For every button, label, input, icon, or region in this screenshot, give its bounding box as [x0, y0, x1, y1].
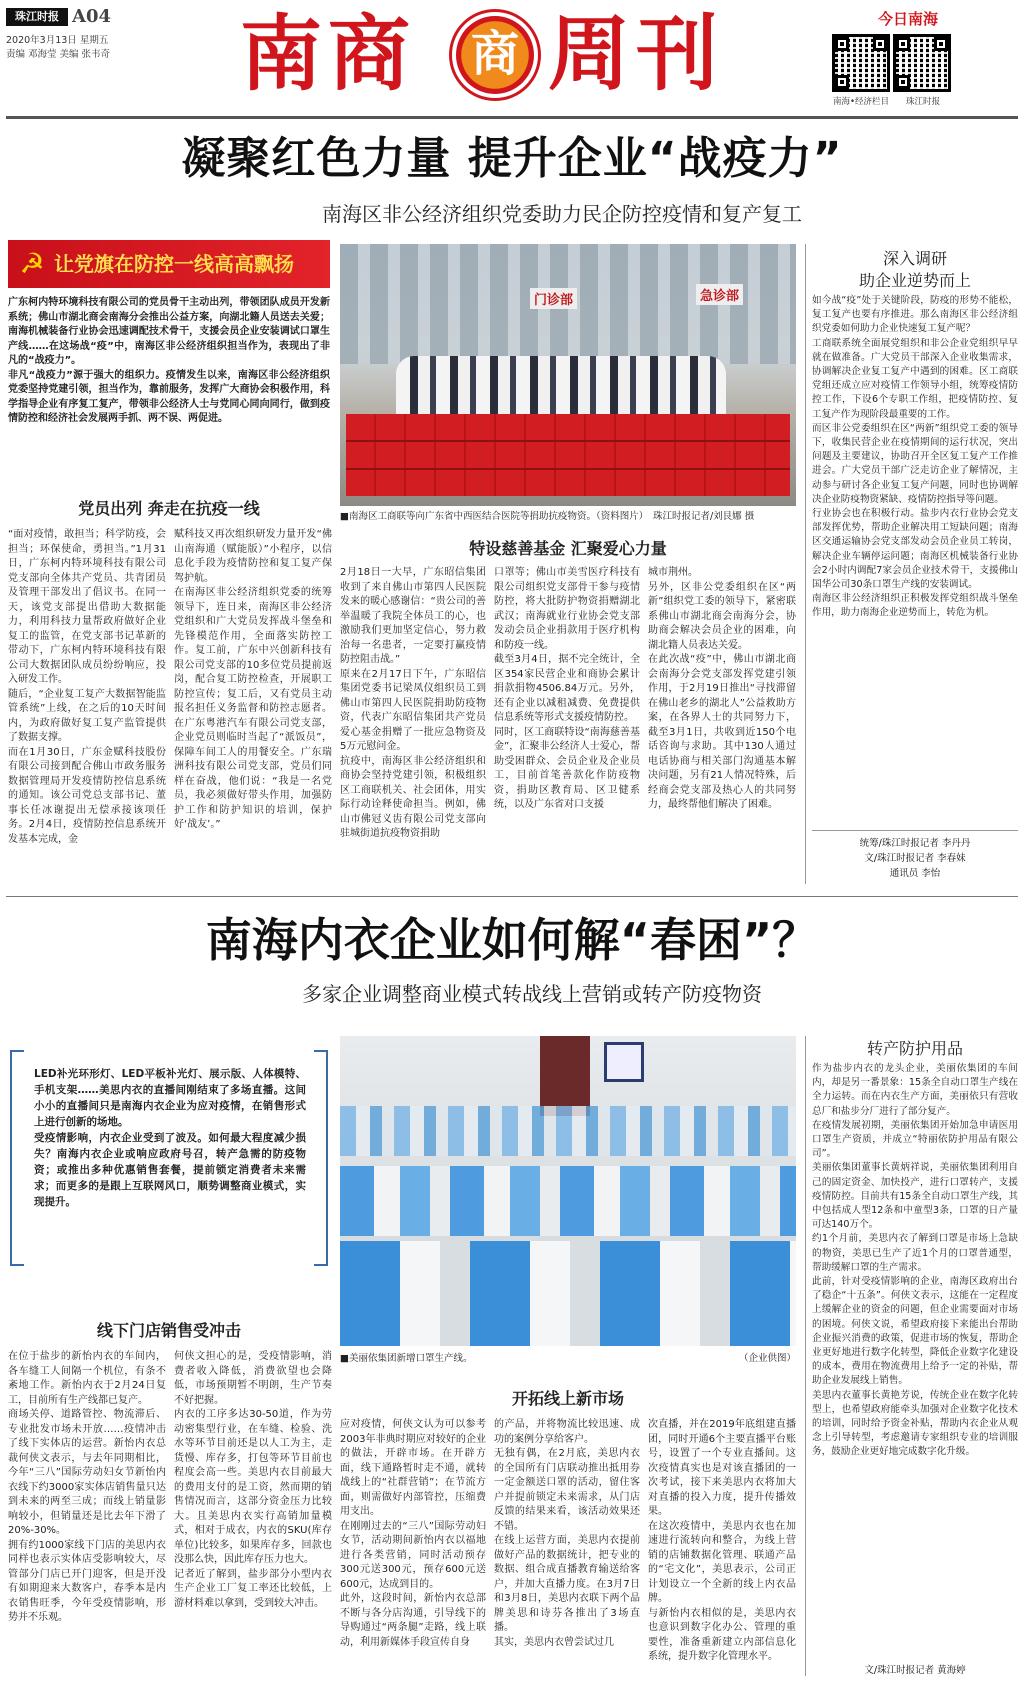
story1-credit-3: 通讯员 李怡	[889, 868, 941, 879]
story1-lead: 广东柯内特环境科技有限公司的党员骨干主动出列，带领团队成员开发新系统；佛山市湖北商会南海分会推出公益方案，向湖北籍人员送去关爱；南海机械装备行业协会迅速调配技术骨干，支援会员企业安装调试口罩生产线……在这场战“疫”中，南海区非公经济组织担当作为，表现出了非凡的“战疫力”。 非凡“战疫力”源于强大的组织力。疫情发生以来，南海区非公经济组织党委坚持党建引领，担当作为，靠前服务，发挥广大商协会积极作用，科学指导企业有序复工复产，带领非公经济人士与党同心同向同行，做到疫情防控和经济社会发展两手抓、两不误、两促进。	[8, 297, 330, 424]
story2-section1-col2: 何侠文担心的是，受疫情影响，消费者收入降低，消费欲望也会降低，市场预期暂不明朗，生产节奏不好把握。 内衣的工序多达30-50道，作为劳动密集型行业，在车缝、检验、洗水等环节目前还是以人工为主，走货慢、库存多，打包等环节目前也程度会高一些。美思内衣目前最大的费用支付的是工资，然而期的销售情况而言，这部分资金压力比较大。且美思内衣实行高销加量模式，相对于成衣，内衣的SKU(库存单位)比较多，如果库存多，回款也没那么快，因此库存压力也大。 记者近了解到，盐步部分小型内衣生产企业工厂复工率还比较低，上游材料难以拿到，受到较大冲击。	[174, 1351, 332, 1609]
story2-subheadline: 多家企业调整商业模式转战线上营销或转产防疫物资	[302, 982, 762, 1006]
story2-section2-col3: 次直播，并在2019年底组建直播团，同时开通6个主要直播平台账号，设置了一个专业直播间。这次疫情真实也是对该直播团的一次考试，接下来美思内衣将加大对直播的投入力度，提升传播效果。 在这次疫情中，美思内衣也在加速进行流转向和整合，为线上营销的店铺数据化管理、联通产品的“宅文化”，美思表示，公司正计划设立一个全新的线上内衣品牌。 与新怡内衣相似的是，美思内衣也意识到数字化办公、管理的重要性，准备重新建立内部信息化系统，提升数字化管理水平。	[648, 1419, 796, 1662]
story1-section2-title: 特设慈善基金 汇聚爱心力量	[469, 539, 667, 558]
donation-photo	[340, 244, 796, 506]
mask-photo-caption: ■美丽依集团新增口罩生产线。	[340, 1353, 473, 1364]
bracket-right	[314, 1050, 328, 1266]
hospital-sign-1: 门诊部	[530, 288, 577, 309]
story1-credit-1: 统筹/珠江时报记者 李丹丹	[859, 838, 971, 849]
story2-section2-title: 开拓线上新市场	[511, 1389, 624, 1408]
section-logo-icon	[452, 12, 538, 98]
wall-window	[540, 1036, 590, 1116]
story1-section2-col2: 口罩等；佛山市美雪医疗科技有限公司组织党支部骨干参与疫情防控，将大批防护物资捐赠湖北武汉；南海就业行业协会党支部发动会员企业捐款用于医疗机构和防疫一线。 截至3月4日，据不完全统计，全区354家民营企业和商协会累计捐款捐物4506.84万元。另外，还有企业以减租减费、免费提供信息系统等形式支援疫情防控。 同时，区工商联特设“南海慈善基金”，汇聚非公经济人士爱心，帮助受困群众、会员企业及企业员工，目前首笔善款化作防疫物资，捐助区教育局、区卫健系统，以及广东省对口支援	[494, 567, 640, 810]
page-number: A04	[72, 6, 112, 27]
story2-section2-col1: 应对疫情，何侠文认为可以参考2003年非典时期应对较好的企业的做法，开辟市场。在开辟方面，线下通路暂时走不通，就转战线上的“社群营销”；在节流方面，则需做好内部管控，压缩费用支出。 在刚刚过去的“三八”国际劳动妇女节，活动期间新怡内衣以福地进行各类营销，同时活动预存300元送300元，预存600元送600元，达成到目的。 此外，这段时间，新怡内衣总部不断与各分店沟通，引导线下的导购通过“两条腿”走路，线上联动，利用新媒体手段宣传自身	[340, 1419, 486, 1648]
story2-side-divider	[805, 1036, 806, 1676]
story1-side-title-1: 深入调研	[882, 249, 947, 268]
qr-code-1	[832, 34, 890, 92]
banner-text: 让党旗在防控一线高高飘扬	[54, 252, 294, 276]
story-divider	[6, 896, 1018, 897]
sewing-tables	[340, 1241, 796, 1346]
story1-subheadline: 南海区非公经济组织党委助力民企防控疫情和复产复工	[322, 202, 802, 226]
section-logo-char: 商	[470, 26, 519, 82]
section-title-right: 周刊	[548, 6, 725, 102]
story1-section1-col1: “面对疫情，敢担当；科学防疫，会担当；环保使命，勇担当。”1月31日，广东柯内特环境科技有限公司党支部向全体共产党员、共青团员及管理干部发出了倡议书。在同一天，该党支部提出借助大数据能力，利用科技力量帮政府做好企业复工的监管，在党支部书记革新的带动下，广东柯内特环境科技有限公司大数据团队成员纷纷响应，投入研发工作。 随后，“企业复工复产大数据智能监管系统”上线，在之后的10天时间内，为政府做好复工复产监管提供了数据支撑。 而在1月30日，广东金赋科技股份有限公司接到配合佛山市政务服务数据管理局开发疫情防控信息系统的通知。该公司党总支部书记、董事长任冰谢提出无偿承接该项任务。2月4日，疫情防控信息系统开发基本完成，金	[8, 529, 166, 845]
story1-section1-title: 党员出列 奔走在抗疫一线	[78, 499, 260, 518]
story1-section2-col3: 城市荆州。 另外，区非公党委组织在区“两新”组织党工委的领导下，紧密联系佛山市湖北商会南海分会，协助商会解决会员企业的困难，向湖北籍人员表达关爱。 在此次战“疫”中，佛山市湖北商会南海分会党支部发挥党建引领作用，于2月19日推出“寻找滞留在佛山老乡的湖北人”公益救助方案，在各界人士的共同努力下，截至3月1日，共收到近150个电话咨询与求助。其中130人通过电话协商与相关部门沟通基本解决问题，另有21人情况特殊，后经商会党支部及热心人的共同努力，最终帮他们解决了困难。	[648, 567, 796, 810]
donation-boxes	[346, 414, 790, 496]
story1-side-divider	[805, 244, 806, 884]
story1-credit-2: 文/珠江时报记者 李春妹	[864, 853, 966, 864]
story2-section1-title: 线下门店销售受冲击	[96, 1321, 241, 1340]
story2-credit: 文/珠江时报记者 黄海婷	[864, 1665, 966, 1676]
qr-code-2	[893, 34, 951, 92]
story1-section2-col1: 2月18日一大早，广东昭信集团收到了来自佛山市第四人民医院发来的暖心感谢信：“贵公司的善举温暖了我院全体员工的心，也激励我们更加坚定信心，努力救治每一名患者，一定要打赢疫情防控阻击战。” 原来在2月17日下午，广东昭信集团党委书记梁凤仪组织员工到佛山市第四人民医院捐助防疫物资，代表广东昭信集团共产党员爱心基金捐赠了一批应急物资及5万元慰问金。 抗疫中，南海区非公经济组织和商协会坚持党建引领，积极组织区工商联机关、社会团体，用实际行动诠释使命担当。例如，佛山市佛冠义齿有限公司党支部向驻城街道抗疫物资捐助	[340, 567, 486, 839]
hospital-sign-2: 急诊部	[696, 284, 743, 305]
story2-side-text: 作为盐步内衣的龙头企业，美丽依集团的车间内，却是另一番景象：15条全自动口罩生产线在全力运转。而在内衣生产方面，美丽依只有营收总厂和盐步分厂进行了部分复产。 在疫情发展初期，美丽依集团开始加急申请医用口罩生产资质，并成立“特丽依防护用品有限公司”。 美丽依集团董事长黄炳祥说，美丽依集团利用自己的固定资金、加快投产，进行口罩转产，支援疫情防控。目前共有15条全自动口罩生产线，其中包括成人型12条和中童型3条，口罩的日产量可达140万个。 约1个月前，美思内衣了解到口罩是市场上急缺的物资，美思已生产了近1个月的口罩普通型，帮助缓解口罩的生产需求。 此前，针对受疫情影响的企业，南海区政府出台了稳企“十五条”。何侠文表示，这能在一定程度上缓解企业的资金的问题，但企业需要面对市场的困境。何侠文说，希望政府接下来能出台帮助企业振兴消费的政策，促进市场的恢复，帮助企业更好地进行数字化转型，降低企业数字化建设的成本，费用在物流费用上给予一定的补贴，帮助企业发展线上销售。 美思内衣董事长黄艳芳说，传统企业在数字化转型上，也希望政府能牵头加强对企业数字化技术的培训，同时给予资金补贴，帮助内衣企业从观念上引导转型，考虑邀请专家组织专业的培训服务，鼓励企业更好地完成数字化升级。	[812, 1063, 1018, 1458]
story2-intro-box	[10, 1050, 328, 1266]
story1-side-text: 如今战“疫”处于关键阶段，防疫的形势不能松，复工复产也要有序推进。那么南海区非公经济组织党委如何助力企业快速复工复产呢？ 工商联系统全面展党组织和非公企业党组织早早就在做准备。广大党员干部深入企业收集需求，协调解决企业复工复产中遇到的困难。区工商联党组还成立应对疫情工作领导小组，统筹疫情防控工作，下设6个专职工作组，把疫情防控、复工复产作为现阶段最重要的工作。 而区非公党委组织在区“两新”组织党工委的领导下，收集民营企业在疫情期间的运行状况，突出问题及主要建议，协助召开全区复工复产工作推进会。广大党员干部广泛走访企业了解情况，主动参与研讨各企业复工复产问题，同时也协调解决企业防疫物资紧缺、疫情防控指导等问题。 行业协会也在积极行动。盐步内衣行业协会党支部发挥优势，帮助企业解决用工短缺问题；南海区交通运输协会党支部发动会员企业员工转岗，解决企业车辆停运问题；南海区机械装备行业协会2小时内调配7家会员企业技术骨干，支援佛山国华公司30条口罩生产线的安装调试。 南海区非公经济组织正积极发挥党组织战斗堡垒作用，助力南海企业逆势而上，转危为机。	[812, 295, 1018, 619]
hammer-sickle-icon: ☭	[19, 247, 45, 280]
story2-intro: LED补光环形灯、LED平板补光灯、展示版、人体模特、手机支架……美思内衣的直播间刚结束了多场直播。这间小小的直播间只是南海内衣企业为应对疫情，在销售形式上进行创新的场地。 受疫情影响，内衣企业受到了波及。如何最大程度减少损失？南海内衣企业或响应政府号召，转产急需的防疫物资；或推出多种优惠销售套餐，提前锁定消费者未来需求；而更多的是跟上互联网风口，顺势调整商业模式，实现提升。	[34, 1068, 306, 1208]
donation-photo-caption: ■南海区工商联等向广东省中西医结合医院等捐助抗疫物资。（资料图片） 珠江时报记者/刘艮娜 摄	[340, 511, 755, 522]
story1-credit-divider	[812, 830, 1018, 831]
story2-section2-col2: 的产品，并将物流比较迅速、成功的案例分享给客户。 无独有偶，在2月底，美思内衣的全国所有门店联动推出抵用券一定金额送口罩的活动，留住客户并提前锁定未来需求，从门店反馈的结果来看，该活动效果还不错。 在线上运营方面，美思内衣提前做好产品的数据统计，把专业的数据、组合成直播教育输送给客户，并加大直播力度。在3月7日和3月8日，美思内衣联下两个品牌美思和诗芬各推出了3场直播。 其实，美思内衣曾尝试过几	[494, 1419, 640, 1648]
editor-credits: 责编 邓海莹 美编 张韦奇	[6, 49, 111, 60]
story1-side-title-2: 助企业逆势而上	[858, 271, 971, 290]
issue-date: 2020年3月13日 星期五	[6, 35, 109, 46]
header-rule	[6, 116, 1018, 119]
workers-mid-row	[340, 1166, 796, 1236]
story2-side-title: 转产防护用品	[866, 1039, 963, 1058]
story1-section1-col2: 赋科技又再次组织研发力量开发“佛山南海通（赋能版）”小程序，以信息化手段为疫情防控和复工复产保驾护航。 在南海区非公经济组织党委的统筹领导下，连日来，南海区非公经济党组织和广大党员发挥战斗堡垒和先锋模范作用，全面落实防控工作。复工前，广东中兴创新科技有限公司党支部的10多位党员提前返岗，配合复工防控检查，开展职工防控宣传；复工后，又有党员主动报名担任义务监督和防控志愿者。在广东粤港汽车有限公司党支部，企业党员则临时当起了“派饭员”，保障车间工人的用餐安全。广东瑞洲科技有限公司党支部，党员们同样在奋战，他们说：“我是一名党员，我必须做好带头作用，加强防护工作和防护知识的培训，保护好‘战友’。”	[174, 529, 332, 830]
section-title-left: 南商	[240, 6, 417, 102]
party-banner	[8, 240, 330, 288]
story2-headline: 南海内衣企业如何解“春困”？	[205, 913, 819, 967]
story2-section1-col1: 在位于盐步的新怡内衣的车间内，各车缝工人间隔一个机位，有条不紊地工作。新怡内衣于2月24日复工，目前所有生产线都已复产。 商场关停、道路管控、物流滞后、专业批发市场未开放……疫情冲击了线下实体店的运营。新怡内衣总裁何侠文表示，与去年同期相比，今年“三八”国际劳动妇女节新怡内衣线下约3000家实体店销售量只达到未来的两至三成；而线上销量影响较小，但销量还是比去年下滑了20%-30%。 拥有约1000家线下门店的美思内衣同样也表示实体店受影响较大，尽管部分门店已开门迎客，但是开没有如期迎来大数客户，春季本是内衣销售旺季，今年受疫情影响，形势并不乐观。	[8, 1351, 166, 1623]
edition-label: 今日南海	[878, 10, 939, 28]
qr-caption-2: 珠江时报	[905, 97, 940, 107]
workers-back-row	[340, 1106, 796, 1156]
story1-headline: 凝聚红色力量 提升企业“战疫力”	[181, 133, 843, 184]
wall-frame	[604, 1042, 644, 1082]
masthead	[0, 0, 1024, 125]
mask-production-photo	[340, 1036, 796, 1346]
qr-caption-1: 南海•经济栏目	[832, 97, 889, 107]
newspaper-logo: 珠江时报	[6, 8, 68, 26]
mask-photo-credit: （企业供图）	[738, 1353, 796, 1364]
bracket-left	[10, 1050, 24, 1266]
